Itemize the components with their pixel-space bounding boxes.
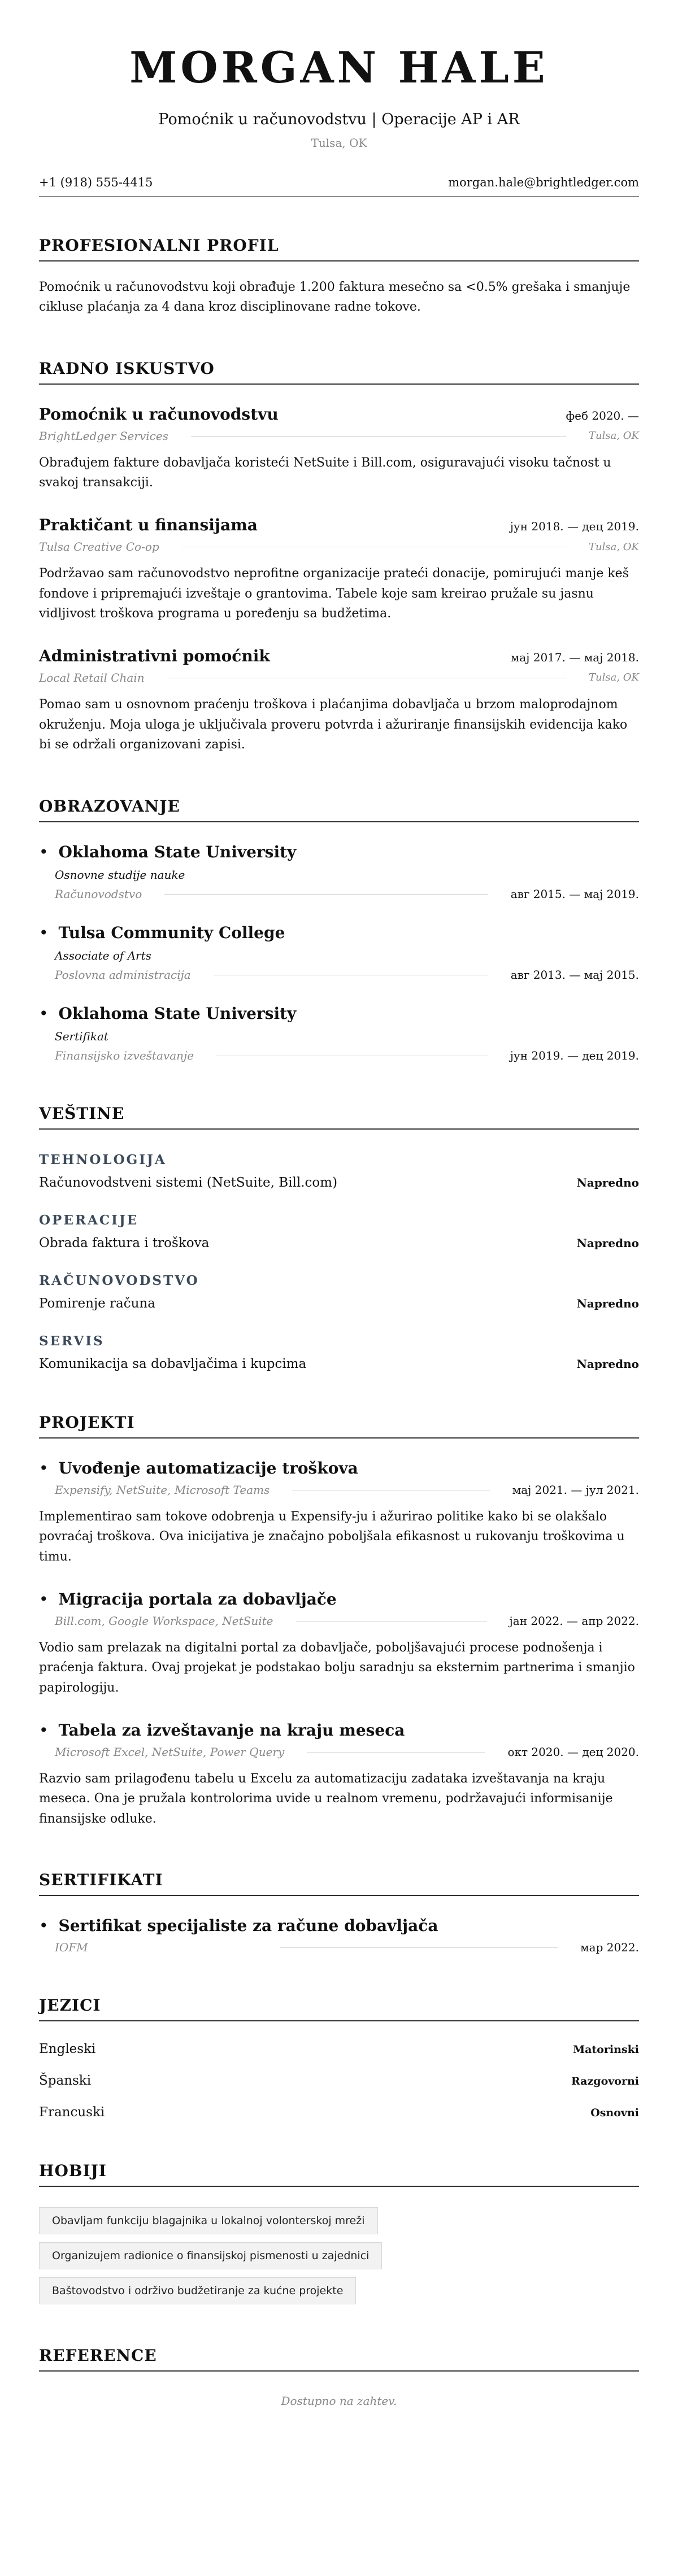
skill-category: TEHNOLOGIJA — [39, 1152, 167, 1167]
project-name: Migracija portala za dobavljače — [58, 1589, 337, 1609]
hobby-list — [39, 2199, 639, 2304]
skill-group — [39, 1333, 639, 1371]
languages-section — [39, 1996, 639, 2120]
job-location: Tulsa, OK — [589, 672, 639, 684]
language-item — [39, 2073, 639, 2088]
language-name: Francuski — [39, 2105, 105, 2120]
certificate-item — [39, 1916, 639, 1954]
language-list — [39, 2042, 639, 2120]
experience-item — [39, 516, 639, 624]
section-title: SERTIFIKATI — [39, 1871, 639, 1896]
certificate-issuer: IOFM — [55, 1941, 88, 1955]
job-title: Praktičant u finansijama — [39, 516, 258, 535]
project-description: Razvio sam prilagođenu tabelu u Excelu za automatizaciju zadataka izveštavanja na kraju meseca. Ona je pružala kontrolorima uvide u realnom vremenu, podržavajući informisanije finansijske odluke. — [39, 1771, 613, 1826]
language-name: Španski — [39, 2073, 92, 2089]
contact-bar — [39, 176, 639, 197]
education-dates: авг 2013. — мај 2015. — [510, 967, 639, 982]
education-section — [39, 797, 639, 1062]
school-name: Oklahoma State University — [58, 1004, 297, 1023]
skill-level: Napredno — [576, 1357, 639, 1371]
project-name: Tabela za izveštavanje na kraju meseca — [58, 1720, 405, 1740]
dotted-divider — [216, 1055, 488, 1056]
project-name: Uvođenje automatizacije troškova — [58, 1458, 358, 1477]
experience-item — [39, 647, 639, 755]
experience-item — [39, 405, 639, 493]
degree: Osnovne studije nauke — [55, 868, 185, 882]
references-section — [39, 2346, 639, 2408]
job-description: Pomao sam u osnovnom praćenju troškova i plaćanjima dobavljača u brzom maloprodajnom okruženju. Moja uloga je uključivala proveru potvrda i ažuriranje finansijskih evidencija kako bi se održali organizovani zapisi. — [39, 697, 628, 752]
dotted-divider — [167, 677, 566, 678]
language-item — [39, 2105, 639, 2120]
section-title: PROFESIONALNI PROFIL — [39, 236, 639, 261]
profile-section — [39, 236, 639, 317]
candidate-location: Tulsa, OK — [311, 136, 367, 150]
hobbies-section — [39, 2161, 639, 2304]
section-title: PROJEKTI — [39, 1413, 639, 1439]
skill-level: Napredno — [576, 1175, 639, 1189]
company-name: Local Retail Chain — [39, 670, 145, 685]
job-dates: мај 2017. — мај 2018. — [510, 650, 639, 664]
degree: Sertifikat — [55, 1029, 108, 1043]
phone-number[interactable]: +1 (918) 555-4415 — [39, 175, 153, 189]
skill-category: OPERACIJE — [39, 1212, 139, 1228]
references-text: Dostupno na zahtev. — [281, 2394, 397, 2408]
language-name: Engleski — [39, 2042, 96, 2057]
skill-category: RAČUNOVODSTVO — [39, 1272, 199, 1288]
hobby-tag: Organizujem radionice o finansijskoj pismenosti u zajednici — [39, 2242, 382, 2269]
project-tools: Microsoft Excel, NetSuite, Power Query — [55, 1745, 285, 1759]
skill-name: Pomirenje računa — [39, 1296, 155, 1311]
project-tools: Expensify, NetSuite, Microsoft Teams — [55, 1483, 270, 1497]
certificates-section — [39, 1871, 639, 1954]
dotted-divider — [292, 1489, 489, 1490]
dotted-divider — [296, 1620, 487, 1622]
certificate-name: Sertifikat specijaliste za račune dobavljača — [58, 1916, 438, 1936]
hobby-tag: Baštovodstvo i održivo budžetiranje za kućne projekte — [39, 2277, 356, 2304]
job-location: Tulsa, OK — [589, 430, 639, 442]
language-item — [39, 2042, 639, 2056]
company-name: Tulsa Creative Co-op — [39, 540, 159, 554]
certificate-date: мар 2022. — [580, 1941, 639, 1955]
job-title: Pomoćnik u računovodstvu — [39, 404, 279, 424]
project-item — [39, 1590, 639, 1698]
job-dates: феб 2020. — — [566, 408, 639, 422]
section-title: VEŠTINE — [39, 1104, 639, 1130]
field-of-study: Računovodstvo — [55, 887, 142, 901]
field-of-study: Poslovna administracija — [55, 967, 191, 982]
skill-name: Komunikacija sa dobavljačima i kupcima — [39, 1356, 307, 1371]
experience-section — [39, 359, 639, 755]
dotted-divider — [280, 1947, 558, 1948]
project-description: Vodio sam prelazak na digitalni portal za dobavljače, poboljšavajući procese podnošenja i praćenja faktura. Ovaj projekat je podstakao bolju saradnju sa eksternim partnerima i smanjio papirologiju. — [39, 1640, 635, 1695]
section-title: REFERENCE — [39, 2346, 639, 2372]
degree: Associate of Arts — [55, 948, 151, 962]
dotted-divider — [191, 435, 566, 437]
hobby-tag: Obavljam funkciju blagajnika u lokalnoj volonterskoj mreži — [39, 2207, 378, 2234]
education-dates: авг 2015. — мај 2019. — [510, 887, 639, 901]
project-dates: мај 2021. — јул 2021. — [512, 1483, 639, 1497]
skill-level: Napredno — [576, 1236, 639, 1250]
bullet-icon: • — [39, 1589, 49, 1609]
project-dates: јан 2022. — апр 2022. — [509, 1614, 639, 1628]
job-dates: јун 2018. — дец 2019. — [510, 520, 639, 534]
job-title: Administrativni pomoćnik — [39, 646, 270, 665]
bullet-icon: • — [39, 1458, 49, 1477]
bullet-icon: • — [39, 923, 49, 942]
dotted-divider — [164, 893, 488, 895]
skill-category: SERVIS — [39, 1333, 105, 1349]
projects-section — [39, 1413, 639, 1829]
language-level: Razgovorni — [571, 2075, 639, 2088]
education-item — [39, 1004, 639, 1062]
job-description: Podržavao sam računovodstvo neprofitne organizacije prateći donacije, pomirujući manje keš fondove i pripremajući izveštaje o grantovima. Tabele koje sam kreirao pružale su jasnu vidljivost troškova programa u poređenju sa budžetima. — [39, 566, 629, 621]
language-level: Osnovni — [590, 2107, 639, 2120]
field-of-study: Finansijsko izveštavanje — [55, 1048, 194, 1062]
skill-level: Napredno — [576, 1296, 639, 1310]
skill-name: Računovodstveni sistemi (NetSuite, Bill.com) — [39, 1175, 338, 1190]
project-dates: окт 2020. — дец 2020. — [507, 1745, 639, 1759]
section-title: OBRAZOVANJE — [39, 797, 639, 822]
job-location: Tulsa, OK — [589, 541, 639, 553]
bullet-icon: • — [39, 1004, 49, 1023]
project-tools: Bill.com, Google Workspace, NetSuite — [55, 1614, 273, 1628]
company-name: BrightLedger Services — [39, 429, 168, 443]
project-item — [39, 1721, 639, 1829]
skill-group — [39, 1152, 639, 1190]
project-description: Implementirao sam tokove odobrenja u Expensify-ju i ažurirao politike kako bi se olakšalo povraćaj troškova. Ova inicijativa je značajno poboljšala efikasnost u rukovanju troškovima u timu. — [39, 1509, 625, 1564]
education-item — [39, 923, 639, 982]
skill-group — [39, 1273, 639, 1311]
email-address[interactable]: morgan.hale@brightledger.com — [448, 175, 639, 189]
skill-name: Obrada faktura i troškova — [39, 1235, 210, 1250]
education-dates: јун 2019. — дец 2019. — [510, 1048, 639, 1062]
dotted-divider — [307, 1751, 485, 1753]
resume-page — [39, 0, 639, 2408]
project-item — [39, 1459, 639, 1567]
school-name: Tulsa Community College — [58, 923, 285, 942]
candidate-name: MORGAN HALE — [129, 42, 549, 93]
job-description: Obrađujem fakture dobavljača koristeći NetSuite i Bill.com, osiguravajući visoku tačnost u svakoj transakciji. — [39, 455, 611, 490]
bullet-icon: • — [39, 1720, 49, 1740]
school-name: Oklahoma State University — [58, 842, 297, 861]
section-title: JEZICI — [39, 1996, 639, 2021]
section-title: RADNO ISKUSTVO — [39, 359, 639, 385]
education-item — [39, 843, 639, 901]
dotted-divider — [214, 974, 488, 975]
bullet-icon: • — [39, 842, 49, 861]
skill-group — [39, 1213, 639, 1250]
language-level: Matorinski — [573, 2043, 639, 2056]
skills-section — [39, 1104, 639, 1371]
bullet-icon: • — [39, 1916, 49, 1936]
profile-text: Pomoćnik u računovodstvu koji obrađuje 1.200 faktura mesečno sa <0.5% grešaka i smanjuje cikluse plaćanja za 4 dana kroz disciplinovane radne tokove. — [39, 280, 631, 315]
candidate-headline: Pomoćnik u računovodstvu | Operacije AP i AR — [158, 110, 520, 128]
section-title: HOBIJI — [39, 2161, 639, 2187]
dotted-divider — [182, 546, 566, 547]
